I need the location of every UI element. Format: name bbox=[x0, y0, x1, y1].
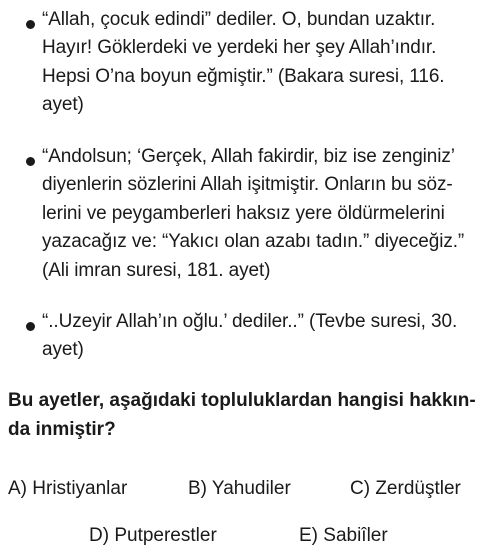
verse-line: Hepsi O’na boyun eğmiştir.” (Bakara suresi, 116. bbox=[42, 65, 445, 87]
option-c[interactable]: C) Zerdüştler bbox=[350, 478, 461, 499]
bullet-dot-icon bbox=[26, 20, 35, 29]
verse-line: Hayır! Göklerdeki ve yerdeki her şey Allah’ındır. bbox=[42, 37, 437, 59]
question-line: da inmiştir? bbox=[8, 419, 116, 440]
option-a[interactable]: A) Hristiyanlar bbox=[8, 478, 128, 499]
verse-line: yazacağız ve: “Yakıcı olan azabı tadın.” diyeceğiz.” bbox=[42, 231, 465, 253]
option-e[interactable]: E) Sabiîler bbox=[299, 525, 388, 546]
verse-line: (Ali imran suresi, 181. ayet) bbox=[42, 259, 271, 281]
question-stem bbox=[8, 386, 478, 444]
verse-line: “Andolsun; ‘Gerçek, Allah fakirdir, biz ise zenginiz’ bbox=[42, 146, 455, 167]
verse-line: “..Uzeyir Allah’ın oğlu.’ dediler..” (Tevbe suresi, 30. bbox=[42, 311, 458, 332]
question-line: Bu ayetler, aşağıdaki topluluklardan hangisi hakkın- bbox=[8, 390, 476, 411]
option-d[interactable]: D) Putperestler bbox=[89, 525, 217, 546]
verse-text bbox=[42, 6, 472, 120]
verse-line: diyenlerin sözlerini Allah işitmiştir. Onların bu söz- bbox=[42, 174, 453, 196]
option-b[interactable]: B) Yahudiler bbox=[188, 478, 291, 499]
verse-line: lerini ve peygamberleri haksız yere öldürmelerini bbox=[42, 202, 445, 224]
verse-line: ayet) bbox=[42, 339, 84, 361]
verse-text bbox=[42, 308, 472, 365]
bullet-dot-icon bbox=[26, 322, 35, 331]
verse-line: ayet) bbox=[42, 94, 84, 116]
verse-line: “Allah, çocuk edindi” dediler. O, bundan uzaktır. bbox=[42, 9, 436, 30]
bullet-dot-icon bbox=[26, 157, 35, 166]
verse-text bbox=[42, 143, 472, 285]
